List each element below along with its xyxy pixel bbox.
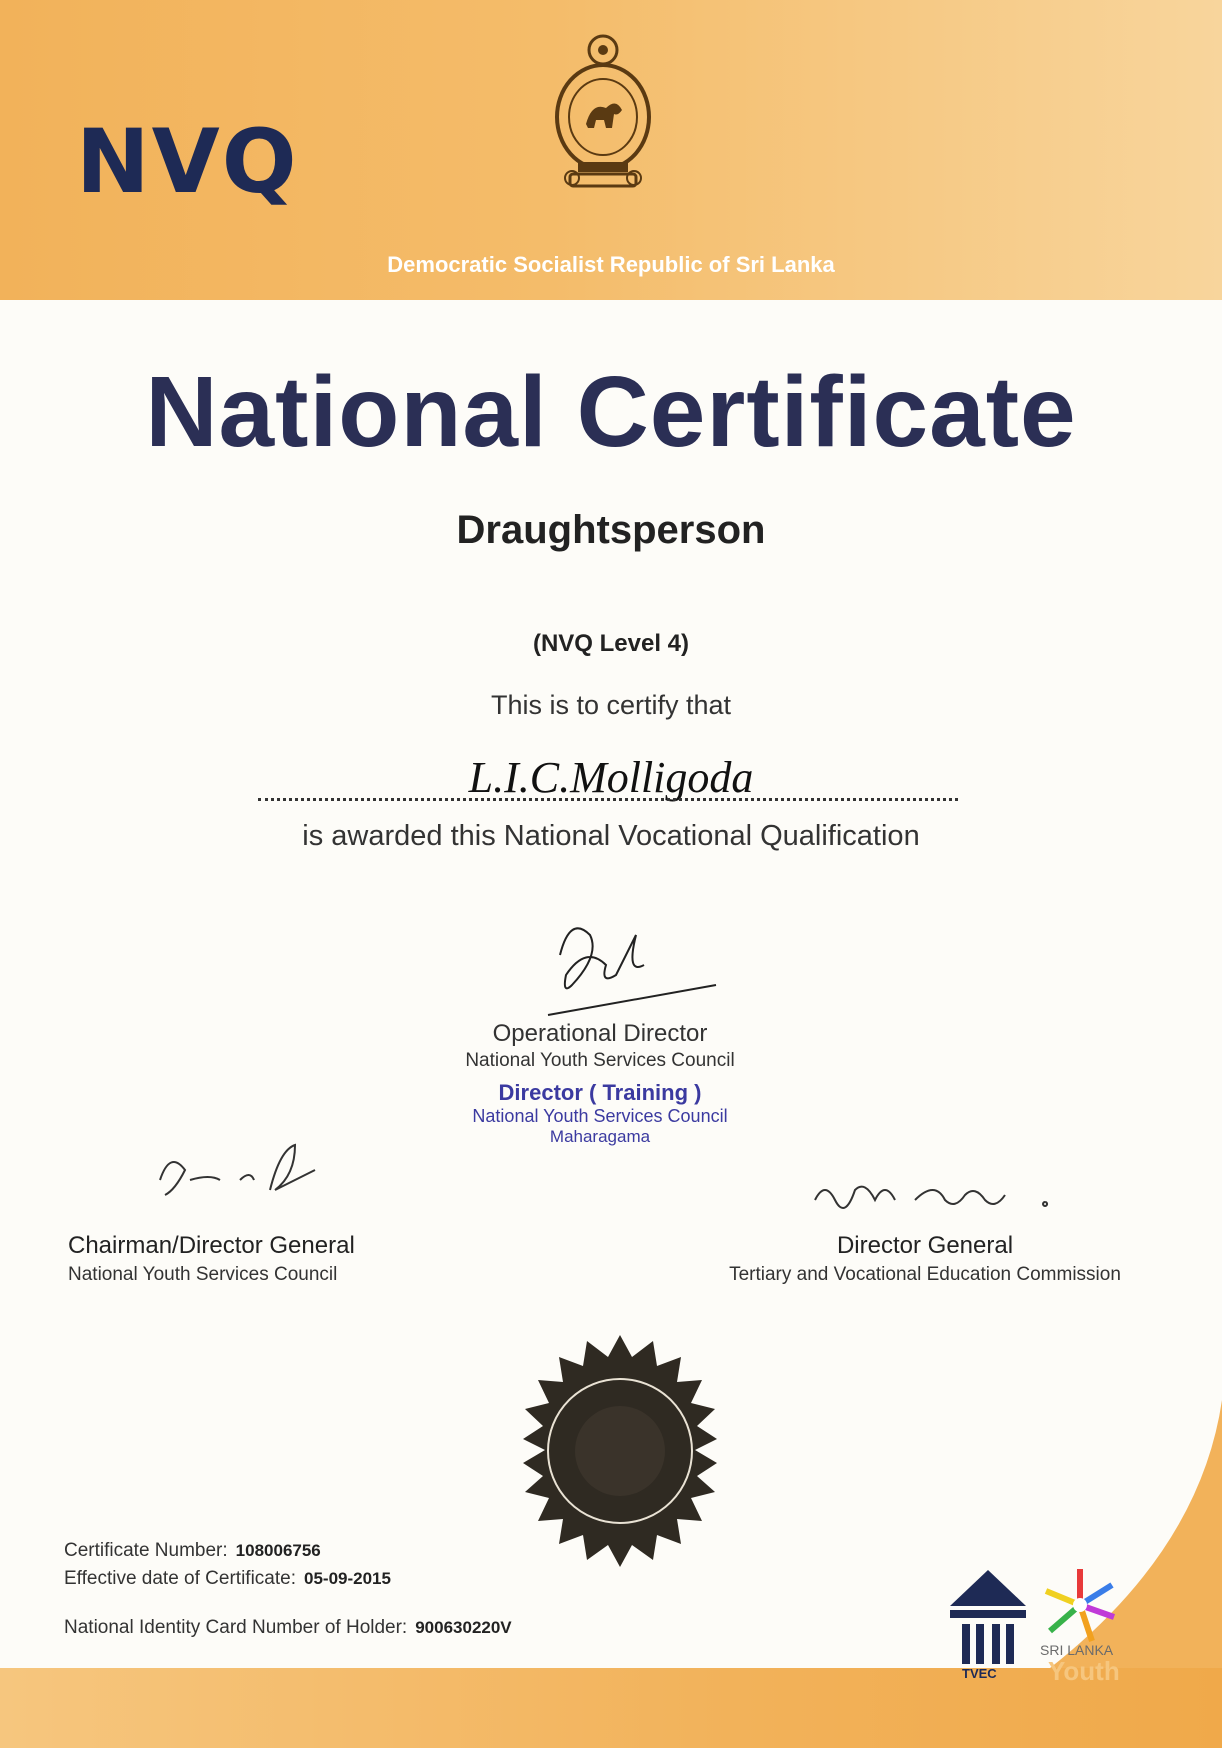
certificate-title: National Certificate <box>145 356 1077 468</box>
awarded-text: is awarded this National Vocational Qualification <box>302 820 920 852</box>
trade-name: Draughtsperson <box>456 508 766 552</box>
footer-band <box>0 1668 1222 1748</box>
name-dotted-line <box>258 798 958 801</box>
stamp-org: National Youth Services Council <box>472 1106 728 1126</box>
nic-label: National Identity Card Number of Holder: <box>64 1617 408 1638</box>
effective-date: 05-09-2015 <box>304 1569 391 1588</box>
youth-logo-word: Youth <box>1048 1656 1120 1686</box>
sri-lanka-youth-logo-icon <box>1040 1565 1120 1645</box>
chairman-org: National Youth Services Council <box>68 1264 338 1285</box>
effective-date-label: Effective date of Certificate: <box>64 1568 296 1589</box>
chairman-title: Chairman/Director General <box>68 1232 355 1259</box>
certificate-number: 108006756 <box>235 1541 321 1560</box>
nic-row <box>64 1617 512 1639</box>
director-general-title: Director General <box>836 1232 1014 1259</box>
operational-director-org: National Youth Services Council <box>465 1050 735 1071</box>
nvq-level: (NVQ Level 4) <box>532 630 690 657</box>
stamp-title: Director ( Training ) <box>498 1080 702 1105</box>
chairman-signature <box>150 1140 350 1210</box>
director-general-signature <box>805 1170 1065 1220</box>
stamp-place: Maharagama <box>549 1127 651 1146</box>
certify-text: This is to certify that <box>490 690 732 720</box>
tvec-seal-icon <box>505 1335 735 1575</box>
sri-lanka-emblem-icon <box>548 32 658 192</box>
nic-number: 900630220V <box>415 1618 512 1637</box>
effective-date-row <box>64 1568 391 1590</box>
director-general-block <box>700 1232 1150 1286</box>
tvec-logo-icon <box>948 1570 1028 1680</box>
tvec-logo-text: TVEC <box>962 1666 997 1681</box>
director-general-org: Tertiary and Vocational Education Commission <box>729 1264 1121 1285</box>
operational-director-block <box>400 1020 800 1147</box>
nvq-logo: NVQ <box>76 110 299 213</box>
country-name: Democratic Socialist Republic of Sri Lanka <box>387 252 835 277</box>
certificate-number-label: Certificate Number: <box>64 1540 228 1561</box>
operational-director-signature <box>540 915 720 1025</box>
chairman-block <box>68 1232 488 1286</box>
holder-name: L.I.C.Molligoda <box>468 753 754 802</box>
youth-logo-country: SRI LANKA <box>1040 1642 1114 1658</box>
certificate-number-row <box>64 1540 321 1562</box>
operational-director-title: Operational Director <box>492 1020 708 1047</box>
